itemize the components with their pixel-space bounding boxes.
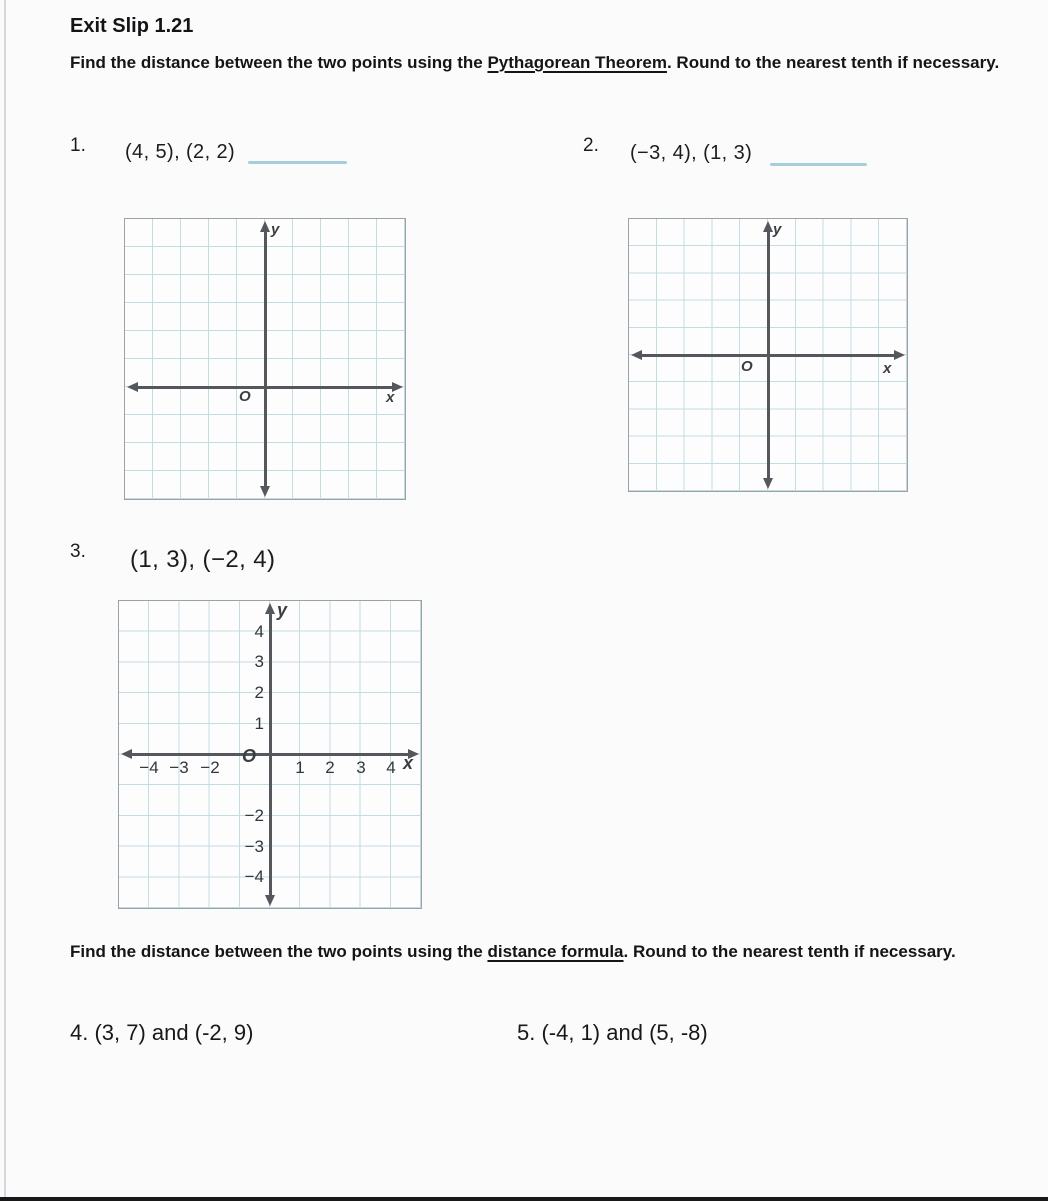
coordinate-grid-1	[124, 218, 406, 500]
coordinate-grid-2	[628, 218, 908, 492]
grid3-x-tick-1: 1	[295, 758, 305, 777]
grid1-origin-label: O	[239, 388, 251, 405]
problem-1-number: 1.	[70, 135, 86, 156]
grid2-x-axis-arrow-right-icon	[894, 350, 905, 360]
problem-2-number: 2.	[583, 135, 599, 156]
grid1-y-axis-label: y	[271, 221, 280, 238]
grid3-y-tick-neg4: −4	[244, 867, 264, 886]
instructions-pythagorean-pre: Find the distance between the two points using the	[70, 53, 488, 72]
grid2-x-axis-label: x	[883, 360, 892, 377]
grid3-y-tick-4: 4	[254, 622, 264, 641]
grid3-x-axis-label: x	[403, 753, 414, 773]
grid3-y-tick-3: 3	[254, 652, 264, 671]
grid1-x-axis	[135, 386, 395, 389]
grid2-x-axis	[639, 354, 897, 357]
grid2-x-axis-arrow-left-icon	[631, 350, 642, 360]
problem-5-text: 5. (-4, 1) and (5, -8)	[517, 1020, 708, 1045]
instructions-pythagorean-underlined-term: Pythagorean Theorem	[487, 53, 667, 72]
grid1-y-axis	[264, 229, 267, 489]
grid2-y-axis-label: y	[773, 221, 782, 238]
grid2-y-axis-arrow-up-icon	[763, 221, 773, 232]
grid3-x-tick-2: 2	[325, 758, 335, 777]
grid3-y-tick-1: 1	[254, 714, 264, 733]
instructions-distance-formula	[70, 935, 1022, 968]
problem-1-points: (4, 5), (2, 2)	[125, 141, 236, 163]
grid2-y-axis-arrow-down-icon	[763, 478, 773, 489]
problem-3-number: 3.	[70, 541, 86, 562]
grid1-x-axis-label: x	[386, 389, 395, 406]
problem-1-answer-blank	[248, 161, 347, 164]
grid3-y-axis-arrow-up-icon	[265, 603, 275, 614]
instructions-pythagorean	[70, 46, 1022, 79]
grid3-x-tick-4: 4	[386, 758, 396, 777]
grid1-y-axis-arrow-up-icon	[260, 221, 270, 232]
instructions-distance-formula-post: . Round to the nearest tenth if necessary.	[623, 942, 956, 961]
grid3-x-tick-neg4: −4	[139, 758, 159, 777]
grid3-y-axis-arrow-down-icon	[265, 895, 275, 906]
grid1-y-axis-arrow-down-icon	[260, 486, 270, 497]
problem-2-answer-blank	[770, 163, 867, 166]
instructions-distance-formula-pre: Find the distance between the two points using the	[70, 942, 488, 961]
page-title: Exit Slip 1.21	[70, 15, 194, 37]
grid3-y-axis-label: y	[277, 600, 288, 620]
grid3-y-tick-2: 2	[254, 683, 264, 702]
grid3-x-tick-neg2: −2	[200, 758, 220, 777]
grid3-x-tick-3: 3	[356, 758, 366, 777]
page-bottom-bar	[0, 1197, 1048, 1201]
grid3-x-axis-arrow-left-icon	[121, 749, 132, 759]
grid2-origin-label: O	[741, 358, 753, 375]
grid3-x-tick-neg3: −3	[169, 758, 189, 777]
problem-2-points: (−3, 4), (1, 3)	[630, 142, 753, 164]
grid3-y-tick-neg3: −3	[244, 837, 264, 856]
grid3-origin-label: O	[242, 746, 257, 766]
grid3-y-tick-neg2: −2	[244, 806, 264, 825]
problem-3-points: (1, 3), (−2, 4)	[130, 546, 276, 573]
page-left-edge-line	[4, 0, 6, 1201]
coordinate-grid-3	[118, 600, 422, 909]
instructions-pythagorean-post: . Round to the nearest tenth if necessary.	[666, 53, 1000, 72]
problem-4-text: 4. (3, 7) and (-2, 9)	[70, 1020, 254, 1045]
grid1-x-axis-arrow-left-icon	[127, 382, 138, 392]
grid3-x-axis	[129, 753, 411, 756]
instructions-distance-formula-underlined-term: distance formula	[487, 942, 624, 961]
